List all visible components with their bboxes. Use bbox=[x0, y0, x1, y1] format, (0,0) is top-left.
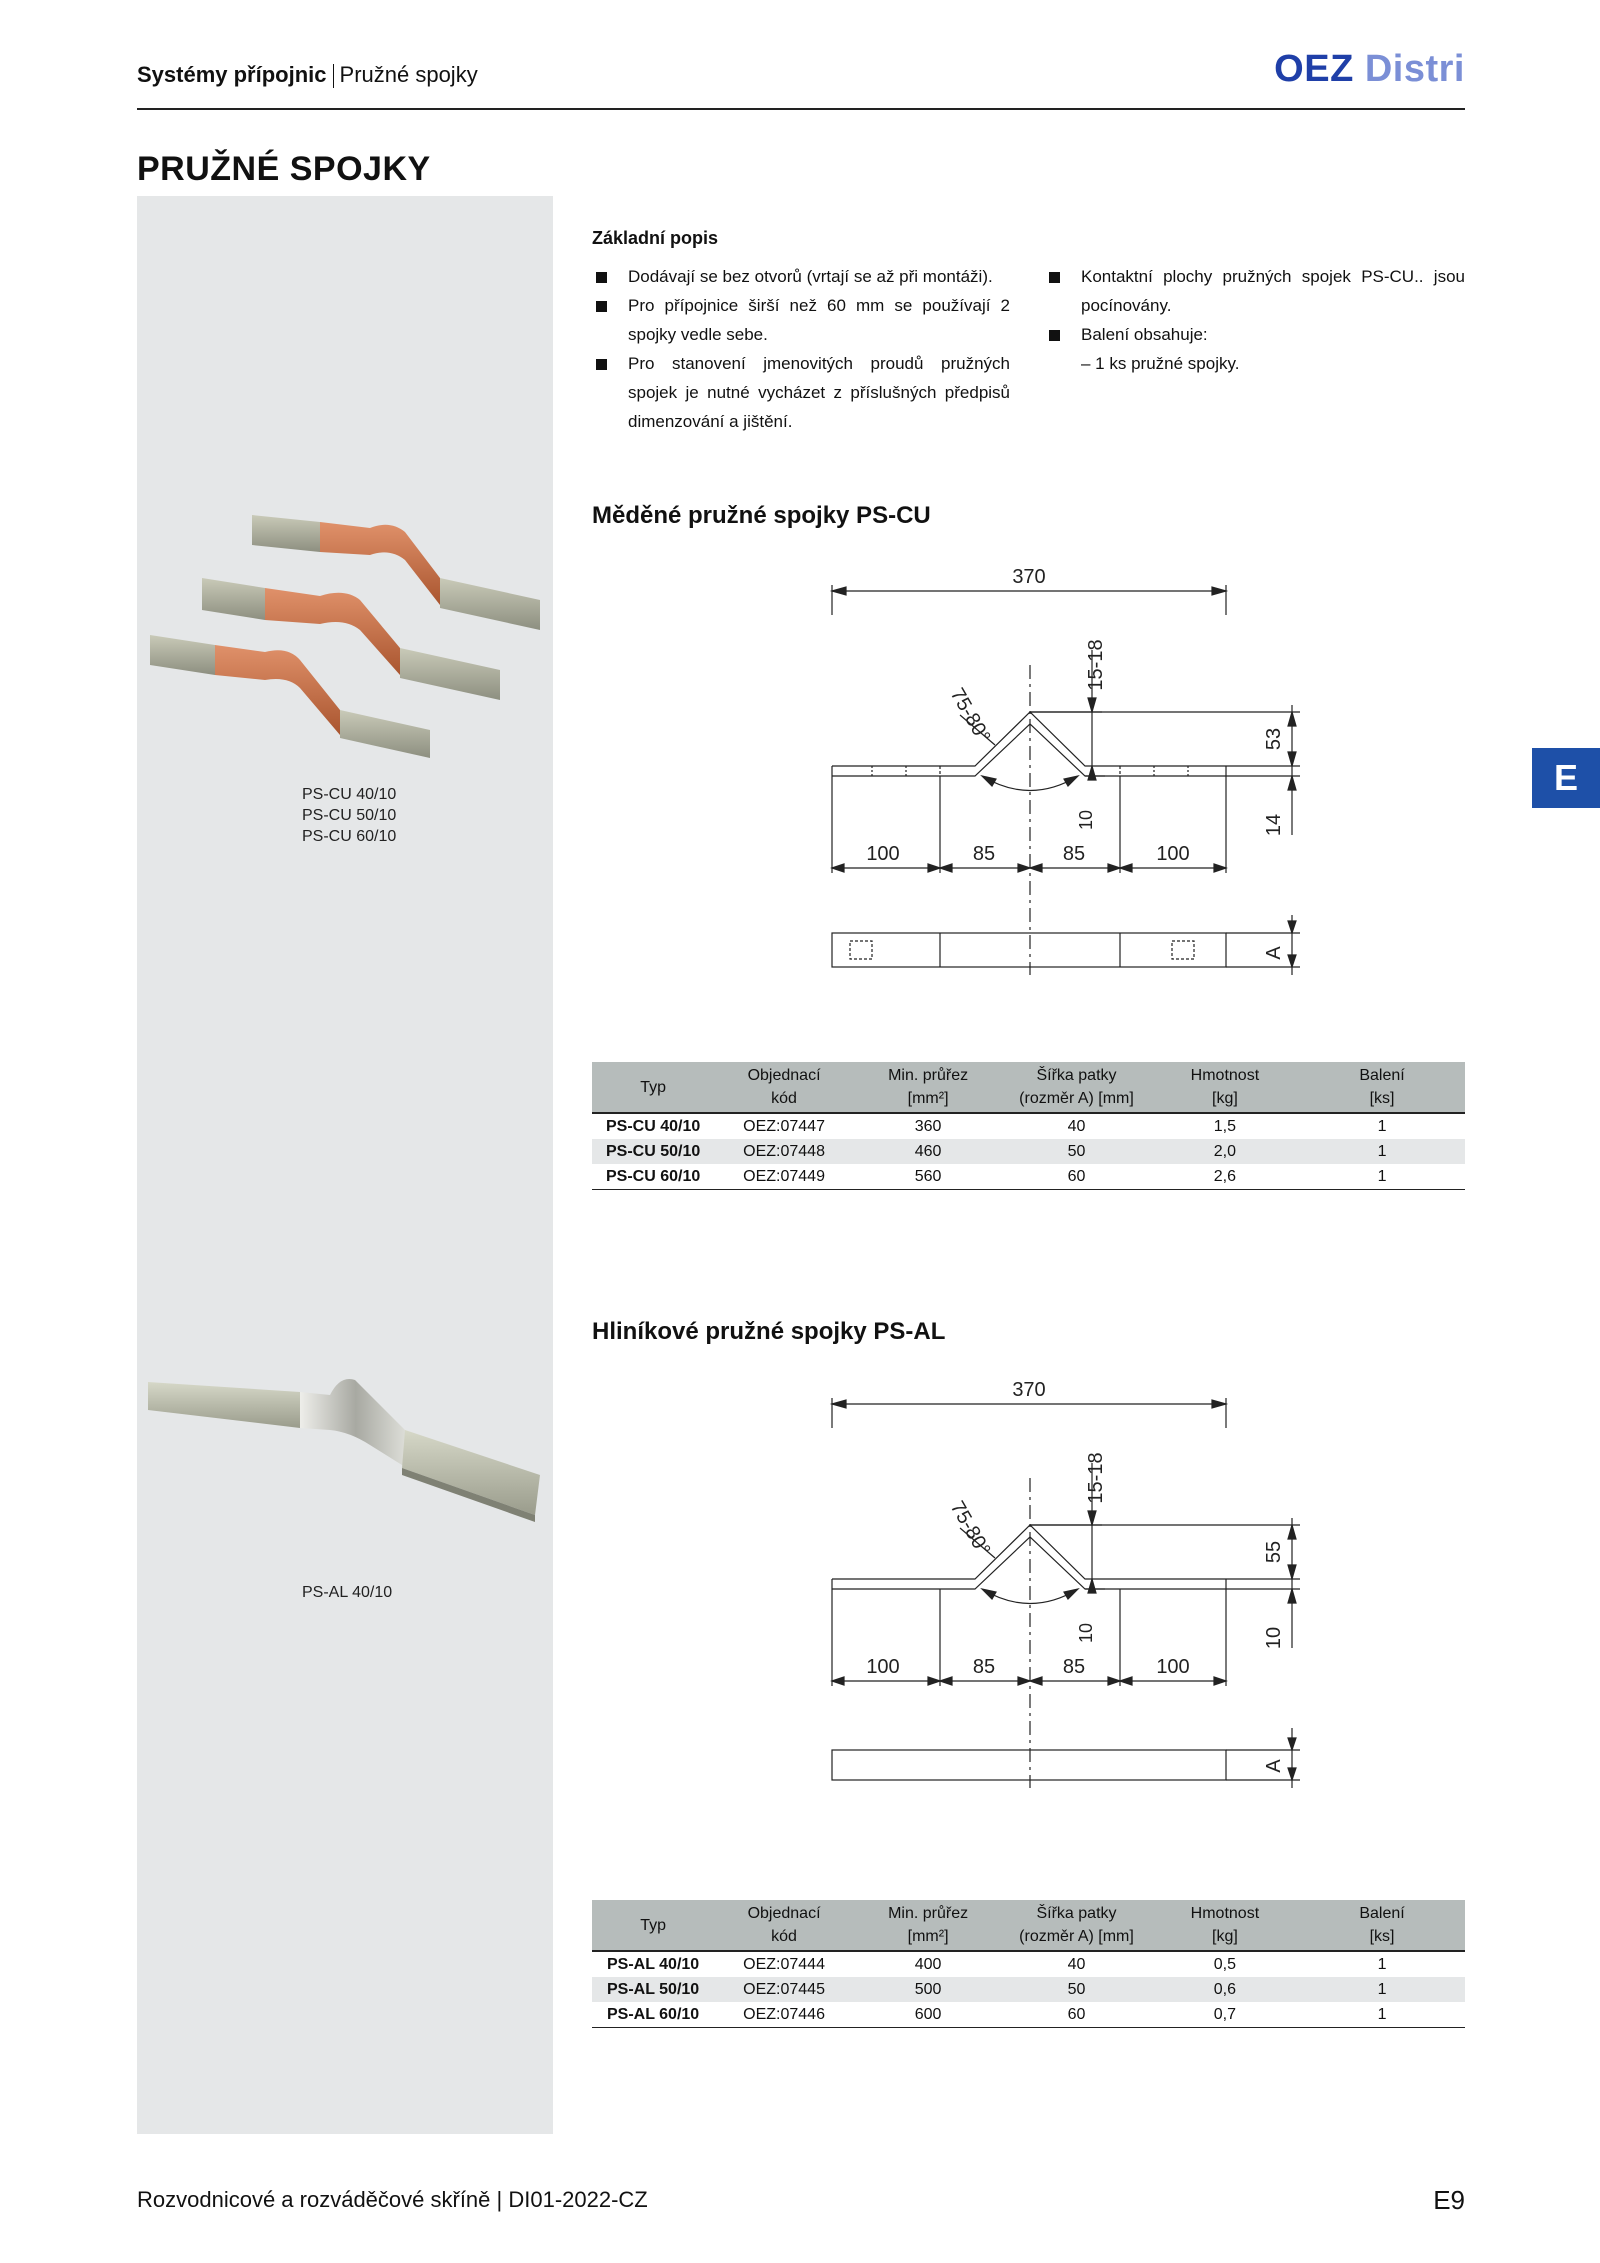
cu-dim-h1: 53 bbox=[1263, 727, 1285, 751]
al-dim-height: 15-18 bbox=[1085, 1452, 1107, 1504]
col-pack: Balení [ks] bbox=[1299, 1900, 1465, 1951]
col-width: Šířka patky (rozměr A) [mm] bbox=[1002, 1062, 1150, 1113]
ps-cu-captions bbox=[302, 784, 396, 847]
header-section: Systémy přípojnic bbox=[137, 62, 327, 87]
cu-dim-total: 370 bbox=[1012, 566, 1046, 588]
page-number: E9 bbox=[1433, 2185, 1465, 2215]
cu-table bbox=[592, 1062, 1465, 1190]
col-cross: Min. průřez [mm²] bbox=[854, 1900, 1002, 1951]
cu-dim-seg3: 85 bbox=[1062, 843, 1086, 865]
table-row: PS-CU 40/10 OEZ:07447 360 40 1,5 1 bbox=[605, 1117, 1387, 1135]
col-typ: Typ bbox=[592, 1062, 714, 1113]
header-subsection: Pružné spojky bbox=[339, 62, 478, 87]
ps-al-captions bbox=[302, 1582, 392, 1603]
cu-dim-angle: 75-80° bbox=[945, 684, 995, 747]
al-table bbox=[592, 1900, 1465, 2028]
cu-dim-a: A bbox=[1263, 946, 1285, 960]
al-dim-seg1: 100 bbox=[866, 1656, 900, 1678]
al-technical-drawing bbox=[820, 1368, 1340, 1798]
al-dim-a: A bbox=[1263, 1759, 1285, 1773]
table-row: PS-AL 50/10 OEZ:07445 500 50 0,6 1 bbox=[592, 1977, 1465, 2002]
al-dim-seg2: 85 bbox=[972, 1656, 996, 1678]
al-dim-seg3: 85 bbox=[1062, 1656, 1086, 1678]
oez-logo bbox=[1274, 48, 1465, 91]
caption-cu-1: PS-CU 40/10 bbox=[302, 786, 397, 803]
cu-dim-seg4: 100 bbox=[1156, 843, 1190, 865]
image-sidebar bbox=[137, 196, 553, 2134]
desc-item-4: Kontaktní plochy pružných spojek PS-CU.. jsou pocínovány. bbox=[1045, 262, 1465, 320]
desc-item-2: Pro přípojnice širší než 60 mm se používají 2 spojky vedle sebe. bbox=[592, 291, 1010, 349]
footer-text: Rozvodnicové a rozváděčové skříně | DI01-2022-CZ bbox=[137, 2187, 648, 2212]
col-cross: Min. průřez [mm²] bbox=[854, 1062, 1002, 1113]
description-right bbox=[1045, 262, 1465, 378]
col-code: Objednací kód bbox=[714, 1062, 854, 1113]
col-width: Šířka patky (rozměr A) [mm] bbox=[1002, 1900, 1150, 1951]
header-rule bbox=[137, 108, 1465, 110]
section-tab-e[interactable]: E bbox=[1532, 748, 1600, 808]
cu-technical-drawing bbox=[820, 555, 1340, 985]
table-row: PS-AL 60/10 OEZ:07446 600 60 0,7 1 bbox=[592, 2002, 1465, 2028]
table-row: PS-CU 60/10 OEZ:07449 560 60 2,6 1 bbox=[592, 1164, 1465, 1190]
col-weight: Hmotnost [kg] bbox=[1151, 1062, 1299, 1113]
caption-cu-3: PS-CU 60/10 bbox=[302, 828, 397, 845]
ps-cu-photo bbox=[140, 500, 560, 770]
logo-sub: Distri bbox=[1364, 48, 1465, 90]
header-divider bbox=[333, 64, 334, 88]
col-weight: Hmotnost [kg] bbox=[1151, 1900, 1299, 1951]
cu-dim-seg2: 85 bbox=[972, 843, 996, 865]
description-left bbox=[592, 262, 1010, 436]
header-breadcrumb bbox=[137, 62, 478, 88]
desc-item-1: Dodávají se bez otvorů (vrtají se až při montáži). bbox=[592, 262, 1010, 291]
col-typ: Typ bbox=[592, 1900, 714, 1951]
caption-cu-2: PS-CU 50/10 bbox=[302, 807, 397, 824]
table-row: PS-CU 50/10 OEZ:07448 460 50 2,0 1 bbox=[592, 1139, 1465, 1164]
col-code: Objednací kód bbox=[714, 1900, 854, 1951]
cu-heading: Měděné pružné spojky PS-CU bbox=[592, 502, 931, 529]
table-row: PS-AL 40/10 OEZ:07444 400 40 0,5 1 bbox=[607, 1955, 1387, 1973]
al-heading: Hliníkové pružné spojky PS-AL bbox=[592, 1318, 946, 1345]
cu-dim-height: 15-18 bbox=[1085, 639, 1107, 691]
description-heading: Základní popis bbox=[592, 228, 719, 248]
al-dim-thick: 10 bbox=[1076, 1622, 1096, 1644]
ps-al-photo bbox=[140, 1370, 560, 1590]
desc-subitem: – 1 ks pružné spojky. bbox=[1081, 354, 1240, 373]
page-title: PRUŽNÉ SPOJKY bbox=[137, 150, 431, 188]
desc-item-5: Balení obsahuje: bbox=[1045, 320, 1465, 349]
table-header-row bbox=[592, 1900, 1465, 1951]
al-dim-total: 370 bbox=[1012, 1379, 1046, 1401]
cu-dim-h2: 14 bbox=[1263, 813, 1285, 837]
desc-item-3: Pro stanovení jmenovitých proudů pružných spojek je nutné vycházet z příslušných předpisů dimenzování a jištění. bbox=[592, 349, 1010, 436]
al-dim-angle: 75-80° bbox=[945, 1497, 995, 1560]
cu-dim-thick: 10 bbox=[1076, 809, 1096, 831]
col-pack: Balení [ks] bbox=[1299, 1062, 1465, 1113]
logo-main: OEZ bbox=[1274, 48, 1354, 90]
al-dim-h2: 10 bbox=[1263, 1626, 1285, 1650]
cu-dim-seg1: 100 bbox=[866, 843, 900, 865]
al-dim-seg4: 100 bbox=[1156, 1656, 1190, 1678]
al-dim-h1: 55 bbox=[1263, 1540, 1285, 1564]
caption-al-1: PS-AL 40/10 bbox=[302, 1584, 393, 1601]
table-header-row bbox=[592, 1062, 1465, 1113]
